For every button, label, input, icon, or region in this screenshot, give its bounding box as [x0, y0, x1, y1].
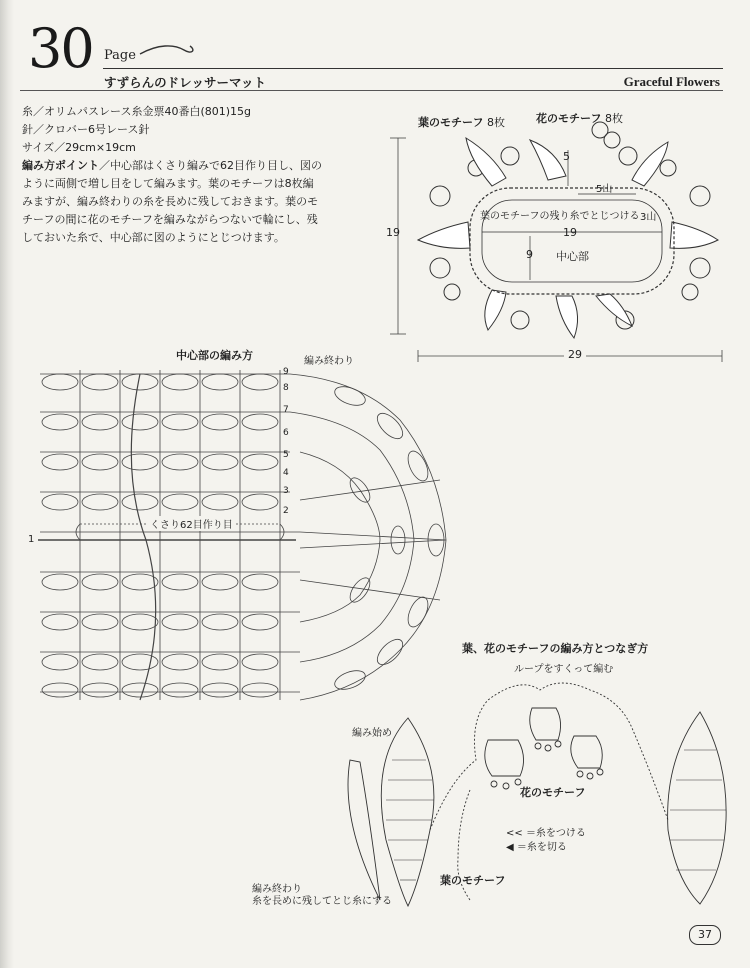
page-word: Page	[104, 48, 136, 63]
pattern-title: すずらんのドレッサーマット	[104, 75, 267, 90]
motif-start-label: 編み始め	[352, 728, 392, 739]
right-leaf	[668, 712, 727, 904]
dim-3-yama: 3山	[640, 212, 657, 223]
row-8: 8	[283, 383, 289, 393]
loop-note: ループをすくって編む	[514, 664, 614, 675]
row-2: 2	[283, 506, 289, 516]
large-leaf	[381, 718, 434, 906]
row-4: 4	[283, 468, 289, 478]
dim-9: 9	[526, 248, 533, 261]
leaf-motif-label: 葉のモチーフ	[440, 874, 506, 887]
motif-end-label: 編み終わり	[252, 884, 302, 895]
width-value: 29	[564, 348, 586, 361]
row-3: 3	[283, 486, 289, 496]
flower-label: 花のモチーフ 8枚	[536, 112, 623, 125]
legend-attach: << ＝糸をつける	[506, 828, 586, 839]
pattern-number: 30	[28, 17, 93, 80]
yarn-line: 糸／オリムパスレース糸金票40番白(801)15g	[22, 105, 252, 118]
dim-inner-19: 19	[563, 226, 577, 239]
point-text: ／中心部はくさり編みで62目作り目し、図のように両側で増し目をして編みます。葉のモチーフは8枚編みますが、編み終わりの糸を長めに残しておきます。葉のモチーフの間に花のモチーフを編みながらつないで輪にし、残しておいた糸で、中心部に図のようにとじつけます。	[22, 159, 322, 244]
motif-end-note: 糸を長めに残してとじ糸にする	[252, 896, 392, 907]
point-label: 編み方ポイント	[22, 159, 99, 172]
center-end-label: 編み終わり	[304, 356, 354, 367]
row-5: 5	[283, 450, 289, 460]
row-6: 6	[283, 428, 289, 438]
row-9: 9	[283, 367, 289, 377]
dim-5: 5	[563, 150, 570, 163]
sew-note: 葉のモチーフの残り糸でとじつける	[480, 211, 640, 222]
height-value: 19	[386, 226, 400, 239]
leaf-label: 葉のモチーフ 8枚	[418, 116, 505, 129]
small-leaf	[348, 760, 380, 900]
row-7: 7	[283, 405, 289, 415]
center-label: 中心部	[556, 250, 589, 263]
chain-label: くさり62目作り目	[148, 516, 235, 531]
start-row-label: 1	[28, 534, 35, 545]
dim-5-yama: 5山	[596, 184, 613, 195]
legend-cut: ◀ ＝糸を切る	[506, 842, 567, 853]
center-chart-title: 中心部の編み方	[176, 349, 253, 362]
page-number: 37	[689, 925, 721, 945]
flower-bells	[485, 708, 603, 789]
motif-title: 葉、花のモチーフの編み方とつなぎ方	[462, 642, 649, 655]
hook-line: 針／クロバー6号レース針	[22, 123, 150, 136]
size-line: サイズ／29cm×19cm	[22, 141, 136, 154]
connecting-chain	[430, 683, 668, 830]
flower-motif-label: 花のモチーフ	[520, 786, 586, 799]
book-brand: Graceful Flowers	[623, 74, 720, 89]
